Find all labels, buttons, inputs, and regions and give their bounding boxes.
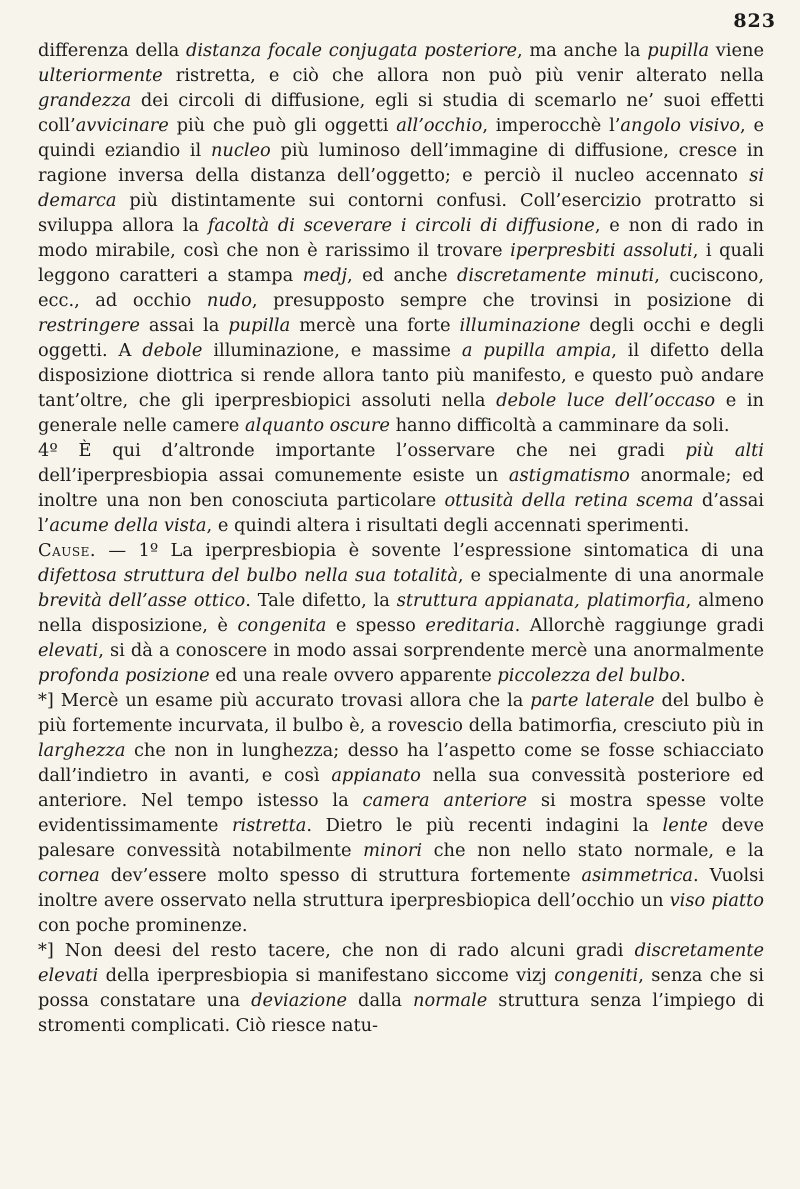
italic-text: iperpresbiti assoluti — [510, 240, 693, 261]
text-run: . Allorchè raggiunge gradi — [514, 615, 764, 636]
text-run: , senza che si possa constatare una — [38, 965, 764, 1011]
text-run: , almeno nella disposizione, è — [38, 590, 764, 636]
italic-text: larghezza — [38, 740, 126, 761]
italic-text: asimmetrica — [581, 865, 694, 886]
italic-text: congeniti — [554, 965, 639, 986]
italic-text: cornea — [38, 865, 100, 886]
section-heading: Cause. — [38, 540, 97, 561]
italic-text: ottusità della retina scema — [444, 490, 694, 511]
italic-text: viso piatto — [669, 890, 764, 911]
text-run: hanno difficoltà a camminare da soli. — [389, 415, 730, 436]
italic-text: grandezza — [38, 90, 132, 111]
italic-text: nucleo — [210, 140, 271, 161]
text-run: , cuciscono, ecc., ad occhio — [38, 265, 764, 311]
text-run: mercè una forte — [290, 315, 460, 336]
italic-text: normale — [413, 990, 488, 1011]
text-run: struttura senza l’impiego di stromenti complicati. Ciò riesce natu- — [38, 990, 764, 1036]
italic-text: congenita — [237, 615, 327, 636]
italic-text: minori — [363, 840, 423, 861]
italic-text: distanza focale conjugata posteriore — [185, 40, 518, 61]
text-run: dev’essere molto spesso di struttura fortemente — [99, 865, 582, 886]
italic-text: parte laterale — [530, 690, 655, 711]
italic-text: più alti — [685, 440, 764, 461]
italic-text: acume della vista — [49, 515, 207, 536]
italic-text: debole luce dell’occaso — [496, 390, 716, 411]
text-run: più che può gli oggetti — [168, 115, 397, 136]
text-run: che non nello stato normale, e la — [422, 840, 764, 861]
italic-text: nudo — [206, 290, 252, 311]
text-run: e spesso — [326, 615, 426, 636]
text-run: d’assai l’ — [38, 490, 764, 536]
text-run: — 1º La iperpresbiopia è sovente l’espressione sintomatica di una — [96, 540, 764, 561]
italic-text: pupilla — [647, 40, 710, 61]
italic-text: difettosa struttura del bulbo nella sua totalità — [38, 565, 458, 586]
italic-text: discretamente minuti — [457, 265, 655, 286]
text-run: . Tale difetto, la — [245, 590, 397, 611]
text-run: 4º È qui d’altronde importante l’osservare che nei gradi — [38, 440, 686, 461]
text-run: , il difetto della disposizione diottrica si rende allora tanto più manifesto, e questo può andare tant’oltre, che gli iperpresbiopici assoluti nella — [38, 340, 764, 411]
italic-text: appianato — [331, 765, 421, 786]
text-run: assai la — [139, 315, 229, 336]
italic-text: struttura appianata, platimorfia — [396, 590, 686, 611]
text-run: dell’iperpresbiopia assai comunemente esiste un — [38, 465, 509, 486]
text-run: illuminazione, e massime — [202, 340, 462, 361]
italic-text: si demarca — [38, 165, 764, 211]
italic-text: ristretta — [232, 815, 307, 836]
text-run: , presupposto sempre che trovinsi in posizione di — [251, 290, 764, 311]
text-run: viene — [709, 40, 764, 61]
text-run: della iperpresbiopia si manifestano siccome vizj — [98, 965, 555, 986]
italic-text: discretamente elevati — [38, 940, 764, 986]
italic-text: facoltà di sceverare i circoli di diffusione — [207, 215, 595, 236]
italic-text: ereditaria — [425, 615, 515, 636]
italic-text: all’occhio — [396, 115, 483, 136]
italic-text: ulteriormente — [38, 65, 163, 86]
text-run: con poche prominenze. — [38, 915, 248, 936]
text-run: , si dà a conoscere in modo assai sorprendente mercè una anormalmente — [98, 640, 764, 661]
italic-text: elevati — [38, 640, 99, 661]
italic-text: brevità dell’asse ottico — [38, 590, 246, 611]
text-run: che non in lunghezza; desso ha l’aspetto come se fosse schiacciato dall’indietro in avanti, e così — [38, 740, 764, 786]
paragraph — [38, 688, 764, 938]
italic-text: debole — [142, 340, 203, 361]
text-run: si mostra spesse volte evidentissimamente — [38, 790, 764, 836]
text-run: , e non di rado in modo mirabile, così che non è rarissimo il trovare — [38, 215, 764, 261]
body-text — [38, 38, 764, 1038]
text-run: *] Non deesi del resto tacere, che non di rado alcuni gradi — [38, 940, 635, 961]
text-run: deve palesare convessità notabilmente — [38, 815, 764, 861]
italic-text: pupilla — [228, 315, 291, 336]
text-run: , ma anche la — [517, 40, 648, 61]
italic-text: avvicinare — [75, 115, 169, 136]
italic-text: a pupilla ampia — [461, 340, 612, 361]
text-run: degli occhi e degli oggetti. A — [38, 315, 764, 361]
text-run: , imperocchè l’ — [482, 115, 621, 136]
text-run: e in generale nelle camere — [38, 390, 764, 436]
paragraph — [38, 938, 764, 1038]
text-run: , e specialmente di una anormale — [457, 565, 764, 586]
text-run: , i quali leggono caratteri a stampa — [38, 240, 764, 286]
italic-text: piccolezza del bulbo — [497, 665, 681, 686]
paragraph — [38, 438, 764, 538]
text-run: dei circoli di diffusione, egli si studia di scemarlo ne’ suoi effetti coll’ — [38, 90, 764, 136]
italic-text: angolo visivo — [620, 115, 741, 136]
italic-text: deviazione — [251, 990, 348, 1011]
text-run: , e quindi eziandio il — [38, 115, 764, 161]
text-run: ristretta, e ciò che allora non può più venir alterato nella — [162, 65, 764, 86]
italic-text: medj — [302, 265, 348, 286]
italic-text: illuminazione — [459, 315, 581, 336]
text-run: , ed anche — [347, 265, 457, 286]
italic-text: lente — [662, 815, 708, 836]
italic-text: astigmatismo — [508, 465, 630, 486]
text-run: *] Mercè un esame più accurato trovasi allora che la — [38, 690, 531, 711]
text-run: ed una reale ovvero apparente — [209, 665, 498, 686]
text-run: più luminoso dell’immagine di diffusione, cresce in ragione inversa della distanza dell’oggetto; e perciò il nucleo accennato — [38, 140, 765, 186]
paragraph — [38, 538, 764, 688]
italic-text: alquanto oscure — [245, 415, 390, 436]
text-run: . Dietro le più recenti indagini la — [306, 815, 663, 836]
text-run: . Vuolsi inoltre avere osservato nella struttura iperpresbiopica dell’occhio un — [38, 865, 765, 911]
text-run: differenza della — [38, 40, 186, 61]
text-run: più distintamente sui contorni confusi. Coll’esercizio protratto si sviluppa allora la — [38, 190, 764, 236]
page-number: 823 — [733, 10, 776, 32]
text-run: . — [680, 665, 686, 686]
paragraph — [38, 38, 764, 438]
text-run: dalla — [347, 990, 413, 1011]
text-run: , e quindi altera i risultati degli accennati sperimenti. — [206, 515, 690, 536]
text-run: del bulbo è più fortemente incurvata, il bulbo è, a rovescio della batimorfia, cresciuto più in — [38, 690, 764, 736]
italic-text: restringere — [38, 315, 140, 336]
italic-text: profonda posizione — [38, 665, 210, 686]
italic-text: camera anteriore — [362, 790, 528, 811]
text-run: nella sua convessità posteriore ed anteriore. Nel tempo istesso la — [38, 765, 764, 811]
text-run: anormale; ed inoltre una non ben conosciuta particolare — [38, 465, 764, 511]
